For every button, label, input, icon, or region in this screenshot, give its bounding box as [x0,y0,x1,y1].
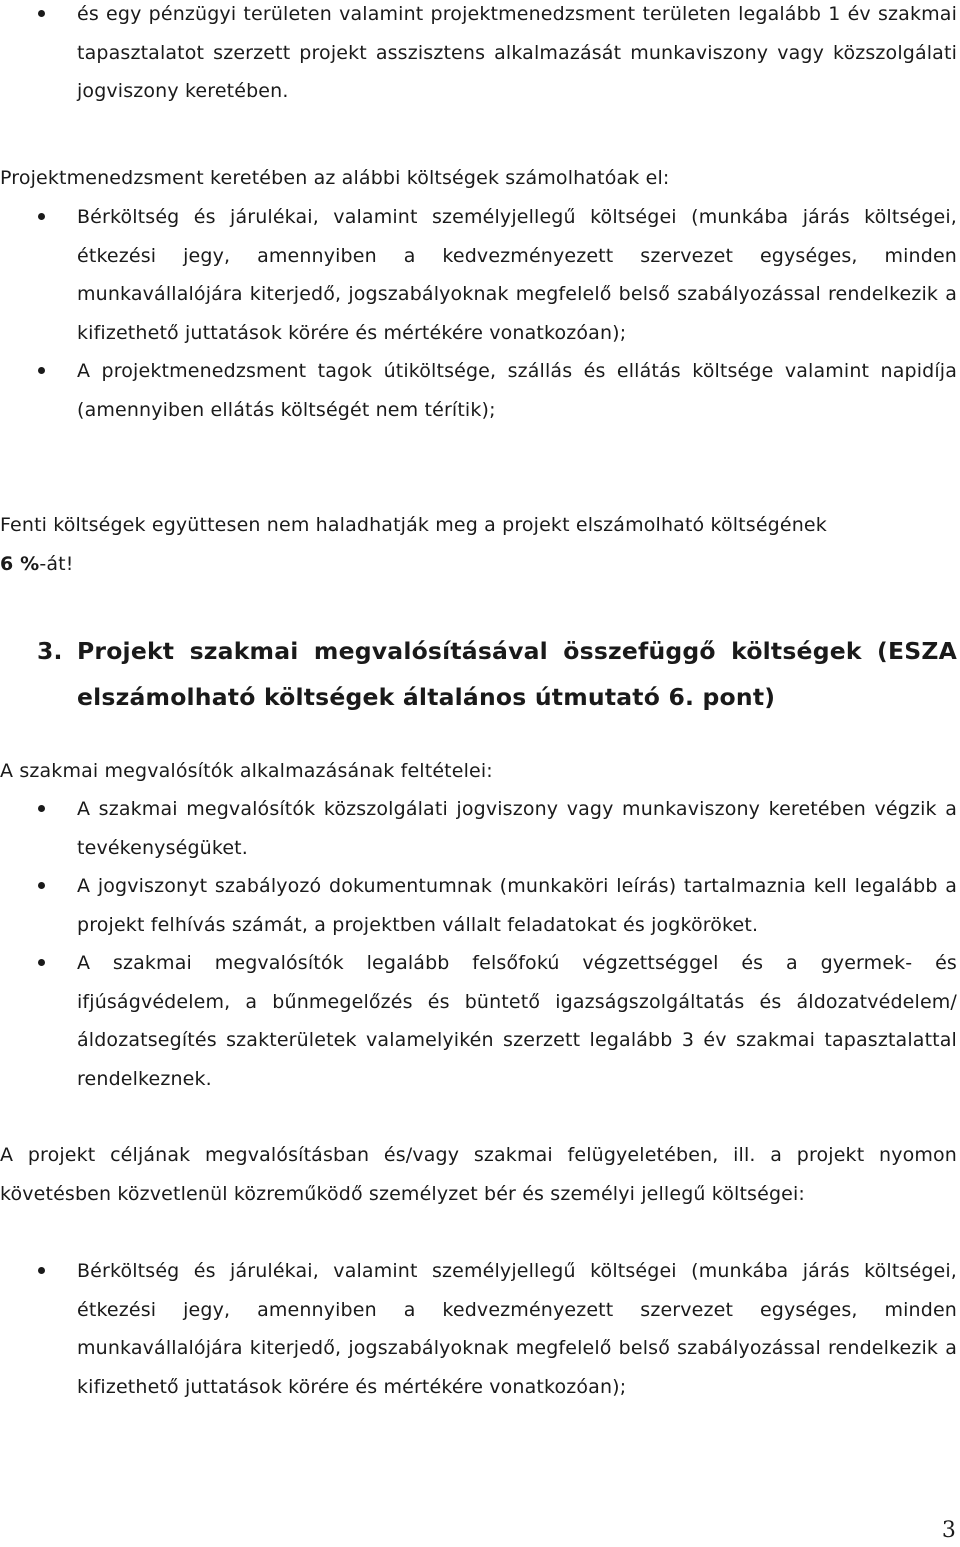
list-item: A projektmenedzsment tagok útiköltsége, szállás és ellátás költsége valamint napidíja (amennyiben ellátás költségét nem térítik); [0,352,957,429]
staff-intro: A projekt céljának megvalósításban és/vagy szakmai felügyeletében, ill. a projekt nyomon követésben közvetlenül közreműködő személyzet bér és személyi jellegű költségei: [0,1144,957,1205]
bullet-icon [38,367,45,374]
bullet-icon [38,882,45,889]
conditions-intro: A szakmai megvalósítók alkalmazásának feltételei: [0,760,493,782]
top-bullet-list [0,0,957,111]
list-item: Bérköltség és járulékai, valamint személyjellegű költségei (munkába járás költségei, étkezési jegy, amennyiben a kedvezményezett szervezet egységes, minden munkavállalójára kiterjedő, jogszabályoknak megfelelő belső szabályozással rendelkezik a kifizethető juttatások körére és mértékére vonatkozóan); [0,198,957,352]
limit-text: Fenti költségek együttesen nem haladhatják meg a projekt elszámolható költségének [0,514,827,536]
list-item: A szakmai megvalósítók legalább felsőfokú végzettséggel és a gyermek- és ifjúságvédelem, a bűnmegelőzés és büntető igazságszolgáltatás és áldozatvédelem/áldozatsegítés szakterületek valamelyikén szerzett legalább 3 év szakmai tapasztalattal rendelkeznek. [0,944,957,1098]
bullet-icon [38,805,45,812]
pm-bullet-list [0,198,957,429]
list-item: Bérköltség és járulékai, valamint személyjellegű költségei (munkába járás költségei, étkezési jegy, amennyiben a kedvezményezett szervezet egységes, minden munkavállalójára kiterjedő, jogszabályoknak megfelelő belső szabályozással rendelkezik a kifizethető juttatások körére és mértékére vonatkozóan); [0,1252,957,1406]
limit-suffix: -át! [39,552,74,575]
conditions-bullet-list [0,790,957,1098]
pm-intro: Projektmenedzsment keretében az alábbi költségek számolhatóak el: [0,167,670,189]
list-item: A szakmai megvalósítók közszolgálati jogviszony vagy munkaviszony keretében végzik a tevékenységüket. [0,790,957,867]
bullet-icon [38,213,45,220]
page-number: 3 [941,1518,956,1543]
list-item: A jogviszonyt szabályozó dokumentumnak (munkaköri leírás) tartalmaznia kell legalább a projekt felhívás számát, a projektben vállalt feladatokat és jogköröket. [0,867,957,944]
staff-bullet-list [0,1252,957,1406]
cost-limit-paragraph [0,506,957,583]
section-heading [0,628,957,720]
bullet-icon [38,10,45,17]
list-item: és egy pénzügyi területen valamint projektmenedzsment területen legalább 1 év szakmai tapasztalatot szerzett projekt asszisztens alkalmazását munkaviszony vagy közszolgálati jogviszony keretében. [0,0,957,111]
limit-percent: 6 % [0,552,40,575]
section-title: Projekt szakmai megvalósításával összefüggő költségek (ESZA elszámolható költségek általános útmutató 6. pont) [77,637,957,711]
section-number: 3. [37,637,63,665]
bullet-icon [38,1267,45,1274]
bullet-icon [38,959,45,966]
